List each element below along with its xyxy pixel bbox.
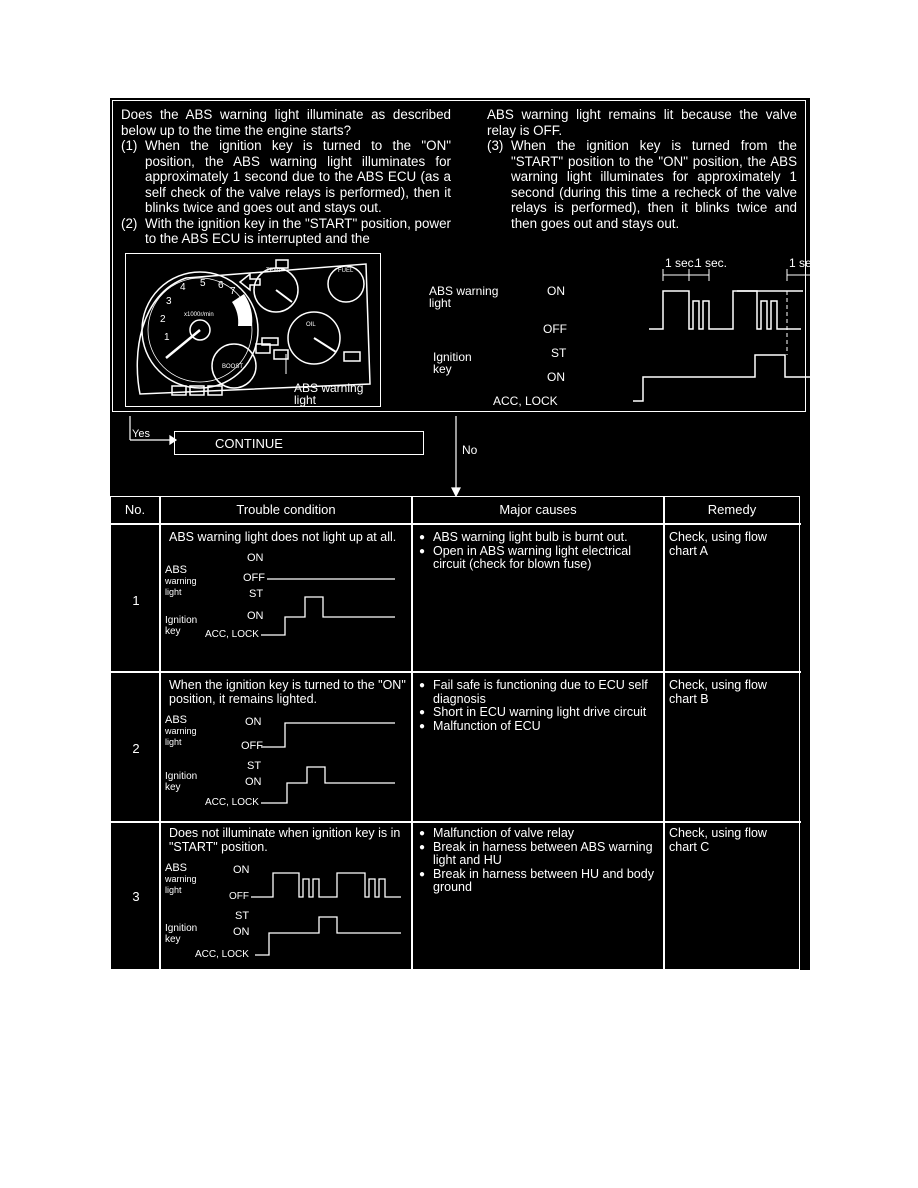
ign-acc-lock-label: ACC, LOCK [493, 394, 558, 408]
col-divider [411, 497, 413, 971]
svg-text:4: 4 [180, 282, 186, 293]
question-box [112, 100, 850, 412]
no-label: No [462, 443, 478, 457]
svg-text:1: 1 [164, 332, 170, 343]
sec-label-2: 1 sec. [695, 256, 728, 270]
svg-text:BOOST: BOOST [222, 364, 244, 370]
row-2-number: 2 [132, 741, 140, 756]
abs-off-label: OFF [543, 322, 567, 336]
question-item-2: (2) With the ignition key in the "START" position, power to the ABS ECU is interrupted and the [121, 215, 451, 246]
row-1-number: 1 [132, 593, 140, 608]
question-intro: Does the ABS warning light illuminate as described below up to the time the engine starts? [121, 107, 451, 138]
row-2-timing: ABS warning light ON OFF ST Ignition key ON ACC, LOCK [161, 711, 411, 831]
question-right-column [487, 107, 797, 231]
svg-text:x1000r/min: x1000r/min [184, 312, 214, 318]
ignition-key-axis-label: Ignition key [433, 350, 472, 376]
diagnosis-panel [110, 98, 850, 970]
svg-text:5: 5 [200, 278, 206, 289]
row-3-condition: Does not illuminate when ignition key is in "START" position. [169, 826, 401, 854]
trouble-table [110, 496, 800, 970]
header-remedy: Remedy [707, 502, 757, 517]
row-3-number: 3 [132, 889, 140, 904]
abs-warning-light-axis-label: ABS warning light [429, 284, 499, 310]
row-3-timing: ABS warning light ON OFF ST Ignition key ON ACC, LOCK [161, 859, 411, 979]
svg-text:FUEL: FUEL [338, 268, 354, 274]
header-trouble-condition: Trouble condition [236, 502, 336, 517]
sec-label-4: 1 sec. [817, 256, 850, 270]
svg-text:9: 9 [246, 318, 252, 329]
row-1-timing: ABS warning light ON OFF ST Ignition key ON ACC, LOCK [161, 549, 411, 669]
row-3-causes: ● Malfunction of valve relay ● Break in harness between ABS warning light and HU ● Break in harness between HU and body ground [419, 826, 654, 894]
row-2-causes: ● Fail safe is functioning due to ECU self diagnosis ● Short in ECU warning light drive circuit ● Malfunction of ECU [419, 678, 648, 733]
svg-text:2: 2 [160, 314, 166, 325]
header-no: No. [124, 502, 146, 517]
svg-text:6: 6 [218, 280, 224, 291]
flow-branch [110, 416, 810, 496]
svg-text:3: 3 [166, 296, 172, 307]
svg-text:OIL: OIL [306, 322, 316, 328]
svg-text:7: 7 [230, 286, 236, 297]
yes-label: Yes [132, 428, 150, 440]
sec-label-1: 1 sec. [665, 256, 698, 270]
row-1-condition: ABS warning light does not light up at all. [169, 530, 397, 544]
instrument-cluster-illustration [125, 253, 381, 407]
question-left-column [121, 107, 451, 247]
svg-text:TEMP: TEMP [266, 268, 283, 274]
row-3-remedy: Check, using flow chart C [669, 826, 767, 854]
normal-timing-chart [393, 251, 850, 411]
header-major-causes: Major causes [499, 502, 577, 517]
continue-box: CONTINUE [174, 431, 424, 455]
row-1-remedy: Check, using flow chart A [669, 530, 767, 558]
ign-st-label: ST [551, 346, 567, 360]
row-2-remedy: Check, using flow chart B [669, 678, 767, 706]
sec-label-3: 1 sec. [789, 256, 822, 270]
abs-on-label: ON [547, 284, 565, 298]
row-divider [111, 671, 801, 673]
question-item-1: (1) When the ignition key is turned to the "ON" position, the ABS warning light illuminates for approximately 1 second due to the ABS ECU (as a self check of the valve relays is performed), then it blinks twice and goes out and stays out. [121, 138, 451, 215]
row-2-condition: When the ignition key is turned to the "ON" position, it remains lighted. [169, 678, 406, 706]
abs-warning-light-label: ABS warning light [294, 381, 364, 407]
ign-on-label: ON [547, 370, 565, 384]
question-continued: ABS warning light remains lit because the valve relay is OFF. [487, 107, 797, 138]
svg-text:8: 8 [242, 300, 248, 311]
question-item-3: (3) When the ignition key is turned from the "START" position to the "ON" position, the ABS warning light illuminates for approximately 1 second (during this time a recheck of the valve relays is performed), then it blinks twice and then goes out and stays out. [487, 138, 797, 231]
row-divider [111, 523, 801, 525]
row-1-causes: ● ABS warning light bulb is burnt out. ● Open in ABS warning light electrical circuit (check for blown fuse) [419, 530, 632, 571]
